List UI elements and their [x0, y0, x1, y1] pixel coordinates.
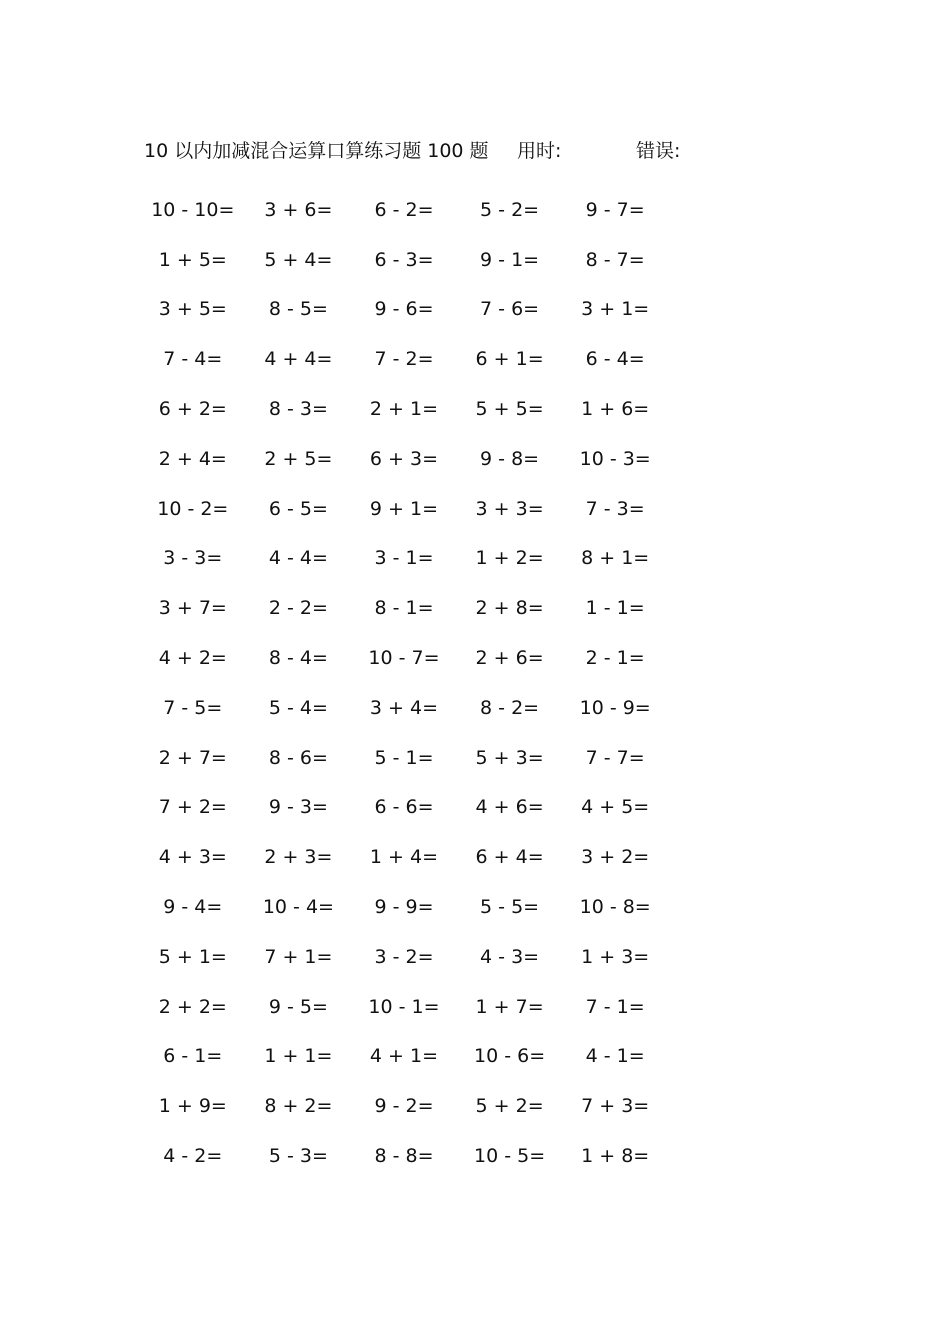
math-problem: 7 - 3= [585, 497, 645, 520]
errors-label: 错误: [636, 140, 681, 162]
math-problem: 2 + 8= [475, 597, 544, 620]
problem-row [140, 434, 680, 484]
problem-row [140, 235, 680, 285]
math-problem: 9 - 7= [585, 198, 645, 221]
time-used-label: 用时: [517, 140, 562, 162]
math-problem: 4 - 1= [585, 1045, 645, 1068]
problem-row [140, 583, 680, 633]
math-problem: 2 - 2= [268, 597, 328, 620]
math-problem: 8 - 3= [268, 398, 328, 421]
problem-grid [140, 185, 680, 1181]
math-problem: 4 - 3= [480, 945, 540, 968]
problem-row [140, 1131, 680, 1181]
math-problem: 4 - 2= [163, 1145, 223, 1168]
math-problem: 5 + 1= [158, 945, 227, 968]
math-problem: 5 - 5= [480, 896, 540, 919]
math-problem: 6 + 2= [158, 398, 227, 421]
math-problem: 2 + 5= [264, 447, 333, 470]
math-problem: 9 - 9= [374, 896, 434, 919]
problem-row [140, 982, 680, 1032]
math-problem: 6 - 1= [163, 1045, 223, 1068]
math-problem: 5 - 2= [480, 198, 540, 221]
math-problem: 9 + 1= [369, 497, 439, 520]
math-problem: 2 + 1= [369, 398, 439, 421]
math-problem: 2 + 6= [475, 647, 544, 670]
math-problem: 9 - 1= [480, 248, 540, 271]
math-problem: 6 - 5= [268, 497, 328, 520]
math-problem: 8 - 6= [268, 746, 328, 769]
math-problem: 10 - 9= [579, 696, 651, 719]
math-problem: 8 - 5= [268, 298, 328, 321]
math-problem: 4 + 3= [158, 846, 227, 869]
problem-row [140, 484, 680, 534]
math-problem: 7 + 2= [158, 796, 227, 819]
worksheet-header [144, 136, 764, 166]
math-problem: 2 - 1= [585, 647, 645, 670]
problem-row [140, 832, 680, 882]
problem-row [140, 384, 680, 434]
problem-row [140, 733, 680, 783]
math-problem: 10 - 4= [262, 896, 334, 919]
problem-row [140, 683, 680, 733]
math-problem: 1 + 6= [581, 398, 650, 421]
problem-row [140, 185, 680, 235]
math-problem: 5 - 4= [268, 696, 328, 719]
math-problem: 7 + 1= [264, 945, 333, 968]
math-problem: 5 + 4= [264, 248, 333, 271]
problem-row [140, 1081, 680, 1131]
math-problem: 1 + 2= [475, 547, 544, 570]
math-problem: 1 + 5= [158, 248, 227, 271]
math-problem: 4 + 2= [158, 647, 227, 670]
math-problem: 8 + 2= [264, 1095, 333, 1118]
math-problem: 7 - 1= [585, 995, 645, 1018]
math-problem: 9 - 4= [163, 896, 223, 919]
math-problem: 3 + 7= [158, 597, 227, 620]
math-problem: 1 + 8= [581, 1145, 650, 1168]
math-problem: 10 - 7= [368, 647, 440, 670]
math-problem: 3 - 2= [374, 945, 434, 968]
math-problem: 10 - 10= [151, 198, 235, 221]
math-problem: 2 + 7= [158, 746, 227, 769]
math-problem: 6 - 2= [374, 198, 434, 221]
math-problem: 1 + 3= [581, 945, 650, 968]
math-problem: 5 + 2= [475, 1095, 544, 1118]
math-problem: 8 + 1= [581, 547, 650, 570]
math-problem: 3 + 4= [369, 696, 439, 719]
math-problem: 4 + 6= [475, 796, 544, 819]
math-problem: 6 - 4= [585, 348, 645, 371]
math-problem: 6 + 4= [475, 846, 544, 869]
math-problem: 9 - 3= [268, 796, 328, 819]
math-problem: 6 + 1= [475, 348, 544, 371]
math-problem: 6 - 6= [374, 796, 434, 819]
math-problem: 8 - 4= [268, 647, 328, 670]
problem-row [140, 882, 680, 932]
math-problem: 2 + 4= [158, 447, 227, 470]
problem-row [140, 1032, 680, 1082]
math-problem: 1 + 4= [369, 846, 439, 869]
math-problem: 9 - 6= [374, 298, 434, 321]
math-problem: 10 - 1= [368, 995, 440, 1018]
problem-row [140, 334, 680, 384]
problem-row [140, 783, 680, 833]
math-problem: 9 - 2= [374, 1095, 434, 1118]
math-problem: 5 + 5= [475, 398, 544, 421]
math-problem: 1 + 9= [158, 1095, 227, 1118]
math-problem: 2 + 2= [158, 995, 227, 1018]
math-problem: 10 - 5= [474, 1145, 546, 1168]
math-problem: 7 - 4= [163, 348, 223, 371]
math-problem: 6 + 3= [369, 447, 439, 470]
math-problem: 7 - 2= [374, 348, 434, 371]
math-problem: 3 + 6= [264, 198, 333, 221]
math-problem: 7 + 3= [581, 1095, 650, 1118]
math-problem: 8 - 7= [585, 248, 645, 271]
math-problem: 7 - 7= [585, 746, 645, 769]
math-problem: 5 + 3= [475, 746, 544, 769]
math-problem: 9 - 5= [268, 995, 328, 1018]
math-problem: 3 + 5= [158, 298, 227, 321]
math-problem: 3 + 1= [581, 298, 650, 321]
math-problem: 4 - 4= [268, 547, 328, 570]
problem-row [140, 285, 680, 335]
math-problem: 10 - 3= [579, 447, 651, 470]
math-problem: 10 - 8= [579, 896, 651, 919]
math-problem: 1 + 1= [264, 1045, 333, 1068]
math-problem: 4 + 1= [369, 1045, 439, 1068]
math-problem: 3 + 3= [475, 497, 544, 520]
math-problem: 10 - 2= [157, 497, 229, 520]
math-problem: 5 - 3= [268, 1145, 328, 1168]
math-problem: 1 + 7= [475, 995, 544, 1018]
math-problem: 3 + 2= [581, 846, 650, 869]
math-problem: 8 - 8= [374, 1145, 434, 1168]
math-problem: 6 - 3= [374, 248, 434, 271]
math-problem: 3 - 1= [374, 547, 434, 570]
math-problem: 1 - 1= [585, 597, 645, 620]
math-problem: 5 - 1= [374, 746, 434, 769]
math-problem: 4 + 5= [581, 796, 650, 819]
math-problem: 3 - 3= [163, 547, 223, 570]
worksheet-title: 10 以内加减混合运算口算练习题 100 题 [144, 140, 489, 162]
math-problem: 7 - 5= [163, 696, 223, 719]
math-problem: 7 - 6= [480, 298, 540, 321]
math-problem: 8 - 2= [480, 696, 540, 719]
math-problem: 9 - 8= [480, 447, 540, 470]
math-problem: 10 - 6= [474, 1045, 546, 1068]
problem-row [140, 633, 680, 683]
problem-row [140, 534, 680, 584]
math-problem: 4 + 4= [264, 348, 333, 371]
math-problem: 2 + 3= [264, 846, 333, 869]
math-problem: 8 - 1= [374, 597, 434, 620]
problem-row [140, 932, 680, 982]
